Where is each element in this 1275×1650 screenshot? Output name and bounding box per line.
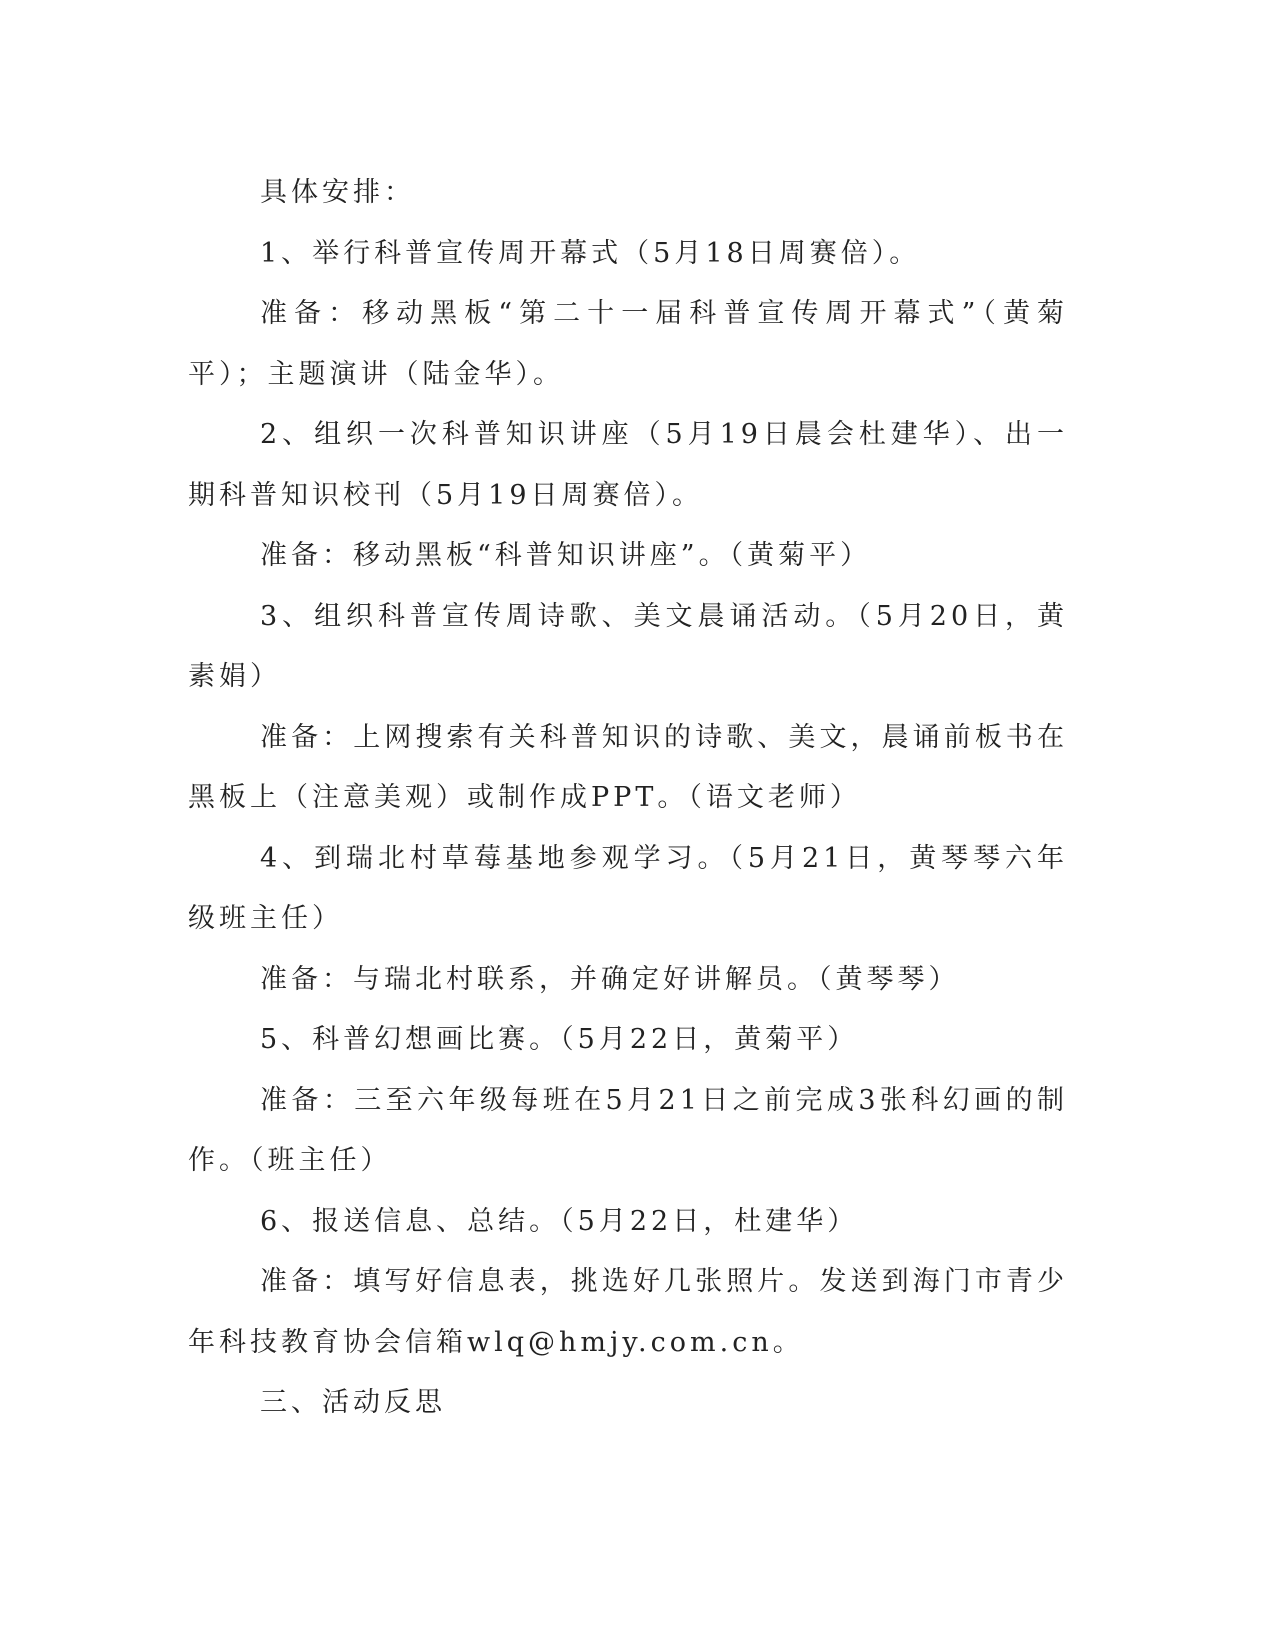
section-heading-reflection: 三、活动反思	[260, 1387, 446, 1418]
paragraph-item-4-prep: 准备：与瑞北村联系，并确定好讲解员。（黄琴琴）	[260, 963, 960, 995]
paragraph-item-2: 2、组织一次科普知识讲座（5月19日晨会杜建华）、出一期科普知识校刊（5月19日周赛倍）。	[188, 419, 1068, 511]
paragraph-item-6: 6、报送信息、总结。（5月22日，杜建华）	[260, 1205, 859, 1237]
paragraph-item-5: 5、科普幻想画比赛。（5月22日，黄菊平）	[260, 1024, 859, 1055]
paragraph-item-3-prep: 准备：上网搜索有关科普知识的诗歌、美文，晨诵前板书在黑板上（注意美观）或制作成PPT。（语文老师）	[188, 721, 1068, 813]
paragraph-item-5-prep: 准备：三至六年级每班在5月21日之前完成3张科幻画的制作。（班主任）	[188, 1084, 1068, 1176]
paragraph-item-1: 1、举行科普宣传周开幕式（5月18日周赛倍）。	[260, 237, 921, 269]
document-body	[188, 163, 1068, 1434]
paragraph-item-2-prep: 准备：移动黑板“科普知识讲座”。（黄菊平）	[260, 540, 872, 571]
paragraph-item-4: 4、到瑞北村草莓基地参观学习。（5月21日，黄琴琴六年级班主任）	[188, 842, 1068, 934]
paragraph-item-1-prep: 准备：移动黑板“第二十一届科普宣传周开幕式”（黄菊平）；主题演讲（陆金华）。	[188, 298, 1068, 390]
paragraph-item-3: 3、组织科普宣传周诗歌、美文晨诵活动。（5月20日，黄素娟）	[188, 600, 1068, 692]
paragraph-item-6-prep: 准备：填写好信息表，挑选好几张照片。发送到海门市青少年科技教育协会信箱wlq@hmjy.com.cn。	[188, 1266, 1068, 1358]
paragraph-schedule-heading: 具体安排：	[260, 177, 415, 208]
